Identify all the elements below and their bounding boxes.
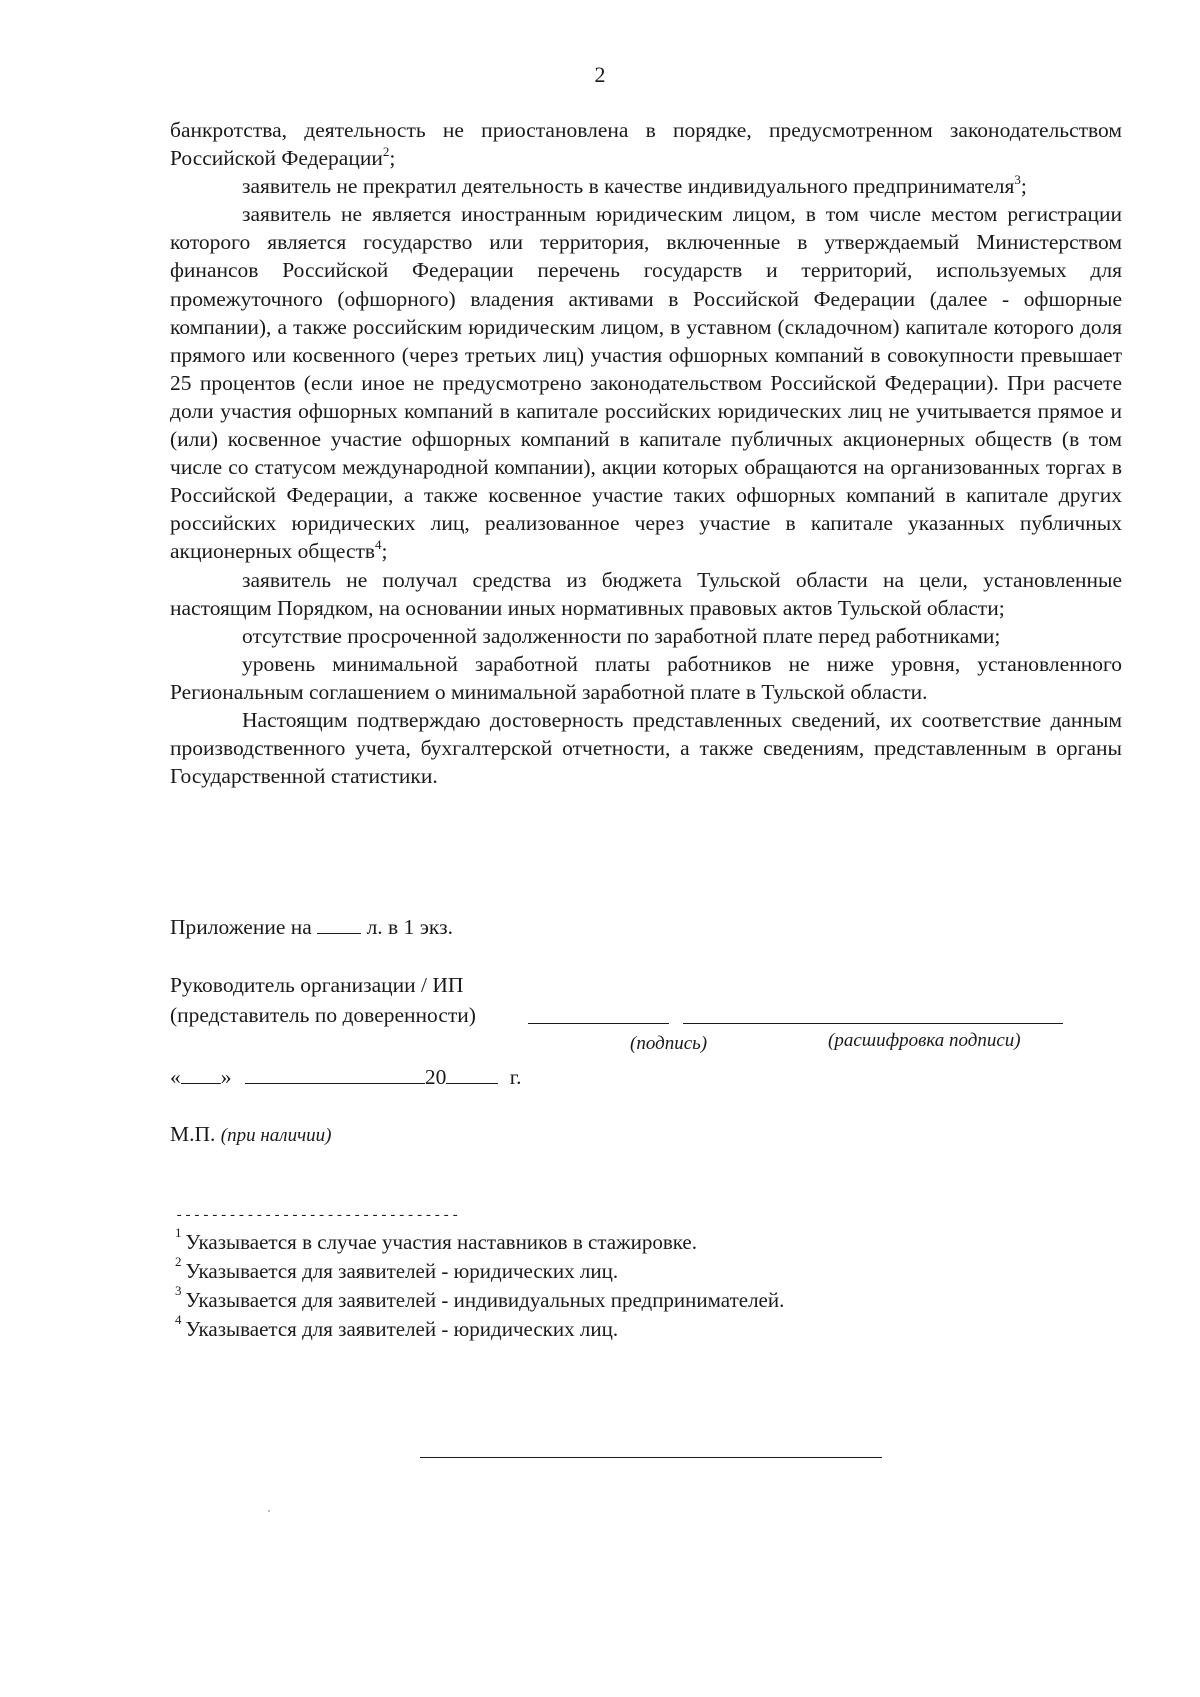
- footnote-4: $^4$ Указывается для заявителей - юридических лиц.: [175, 1312, 619, 1341]
- date-month-field[interactable]: [245, 1063, 425, 1084]
- body-text: [170, 116, 1122, 790]
- page-number: 2: [594, 62, 606, 87]
- footnote-2: $^2$ Указывается для заявителей - юридических лиц.: [175, 1254, 619, 1283]
- scan-speck: [268, 1510, 270, 1512]
- footnotes: [175, 1225, 785, 1344]
- footnote-1: $^1$ Указывается в случае участия наставников в стажировке.: [175, 1225, 698, 1254]
- footnote-ref-4: 4: [375, 537, 382, 553]
- paragraph-salary-debt: отсутствие просроченной задолженности по заработной плате перед работниками;: [242, 623, 1001, 648]
- attachment-line: Приложение на л. в 1 экз.: [170, 915, 453, 939]
- paragraph-minimum-wage: уровень минимальной заработной платы работников не ниже уровня, установленного Региональным соглашением о минимальной заработной плате в Тульской области.: [170, 651, 1122, 704]
- signature-decode-field[interactable]: [683, 1003, 1063, 1024]
- date-year-field[interactable]: [446, 1063, 498, 1084]
- signature-field[interactable]: [528, 1003, 669, 1024]
- stamp-line: М.П. (при наличии): [170, 1122, 332, 1146]
- signer-representative: (представитель по доверенности): [170, 1003, 476, 1027]
- footnote-ref-2: 2: [382, 143, 390, 159]
- paragraph-confirmation: Настоящим подтверждаю достоверность представленных сведений, их соответствие данным производственного учета, бухгалтерской отчетности, а также сведениям, представленным в органы Государственной статистики.: [170, 707, 1122, 789]
- paragraph-bankruptcy: банкротства, деятельность не приостановлена в порядке, предусмотренном законодательством Российской Федерации$^2$;: [170, 118, 1122, 171]
- signature-decode-caption: (расшифровка подписи): [828, 1030, 1021, 1051]
- paragraph-budget: заявитель не получал средства из бюджета Тульской области на цели, установленные настоящим Порядком, на основании иных нормативных правовых актов Тульской области;: [170, 567, 1122, 620]
- signer-title: Руководитель организации / ИП: [170, 973, 464, 997]
- footnote-3: $^3$ Указывается для заявителей - индивидуальных предпринимателей.: [175, 1283, 785, 1312]
- paragraph-entrepreneur: заявитель не прекратил деятельность в качестве индивидуального предпринимателя$^3$;: [242, 172, 1027, 199]
- footnote-ref-3: 3: [1014, 172, 1021, 188]
- document-end-line: [420, 1457, 882, 1458]
- date-day-field[interactable]: [181, 1063, 221, 1084]
- date-line: « » 20 г.: [170, 1065, 522, 1089]
- signature-caption: (подпись): [630, 1033, 708, 1054]
- attachment-pages-field[interactable]: [317, 913, 361, 934]
- footnote-separator: --------------------------------: [175, 1208, 460, 1224]
- paragraph-offshore: заявитель не является иностранным юридическим лицом, в том числе местом регистрации которого является государство или территория, включенные в утверждаемый Министерством финансов Российской Федерации перечень государств и территорий, используемых для промежуточного (офшорного) владения активами в Российской Федерации (далее - офшорные компании), а также российским юридическим лицом, в уставном (складочном) капитале которого доля прямого или косвенного (через третьих лиц) участия офшорных компаний в совокупности превышает 25 процентов (если иное не предусмотрено законодательством Российской Федерации). При расчете доли участия офшорных компаний в капитале российских юридических лиц не учитывается прямое и (или) косвенное участие офшорных компаний в капитале публичных акционерных обществ (в том числе со статусом международной компании), акции которых обращаются на организованных торгах в Российской Федерации, а также косвенное участие таких офшорных компаний в капитале других российских юридических лиц, реализованное через участие в капитале указанных публичных акционерных обществ$^4$;: [170, 202, 1122, 564]
